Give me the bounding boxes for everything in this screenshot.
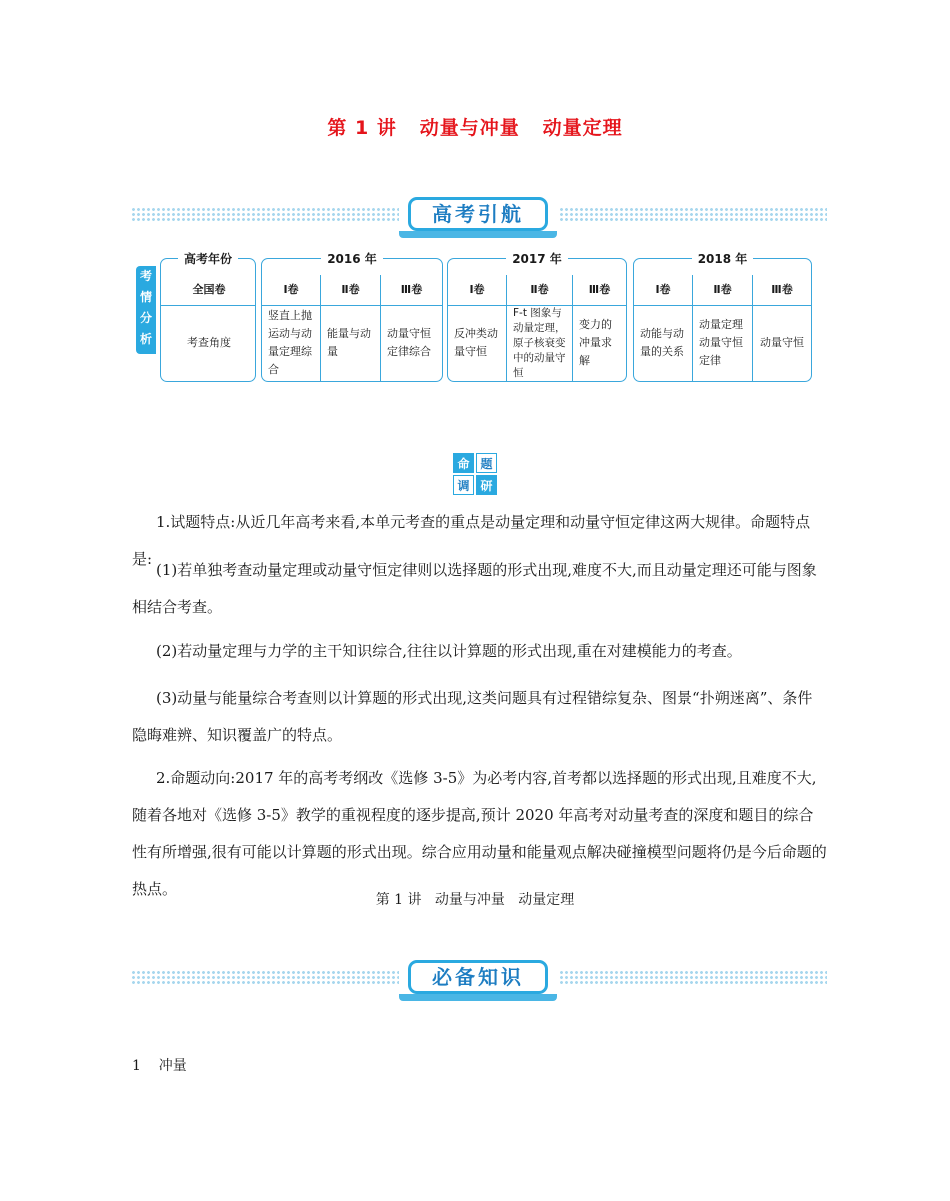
title-part3: 动量定理	[542, 117, 623, 139]
year-title: 2018 年	[692, 252, 754, 266]
exam-angle-cell: F-t 图象与动量定理，原子核衰变中的动量守恒	[506, 305, 572, 381]
paper-label: Ⅱ卷	[692, 275, 752, 305]
section-number: 1	[132, 1058, 141, 1074]
exam-angle-cell: 动量守恒	[752, 305, 811, 381]
paragraph-point-3: (3)动量与能量综合考查则以计算题的形式出现,这类问题具有过程错综复杂、图景“扑朔迷离”、条件隐晦难辨、知识覆盖广的特点。	[132, 689, 813, 744]
guide-banner	[131, 197, 827, 241]
paper-label: Ⅰ卷	[469, 283, 485, 296]
year-box-2018	[633, 252, 812, 382]
national-paper-label: 全国卷	[192, 283, 226, 296]
dotted-divider-right	[559, 207, 827, 221]
exam-analysis-side-label	[136, 266, 156, 354]
subtitle-part2: 动量与冲量	[434, 892, 505, 908]
dotted-divider-right	[559, 970, 827, 984]
side-char: 析	[139, 332, 152, 346]
side-char: 分	[139, 311, 152, 325]
icon-char: 题	[476, 453, 497, 473]
proposition-research-icon	[453, 453, 497, 495]
knowledge-banner-label: 必备知识	[408, 960, 548, 994]
lecture-title	[0, 113, 950, 140]
paper-label: Ⅰ卷	[283, 283, 299, 296]
paragraph-trend: 2.命题动向:2017 年的高考考纲改《选修 3-5》为必考内容,首考都以选择题的形式出现,且难度不大,随着各地对《选修 3-5》教学的重视程度的逐步提高,预计 2020 年高考对动量考查的深度和题目的综合性有所增强,很有可能以计算题的形式出现。综合应用动量和能量观点解决碰撞模型问题将仍是今后命题的热点。	[132, 769, 827, 898]
paper-label: Ⅰ卷	[655, 283, 671, 296]
paragraph-point-1: (1)若单独考查动量定理或动量守恒定律则以选择题的形式出现,难度不大,而且动量定理还可能与图象相结合考查。	[132, 561, 817, 616]
section-heading	[132, 1055, 187, 1075]
dotted-divider-left	[131, 207, 399, 221]
paper-label: Ⅲ卷	[572, 275, 626, 305]
subtitle-part3: 动量定理	[518, 892, 575, 908]
title-part1: 第 1 讲	[327, 117, 397, 139]
exam-angle-cell: 动量定理动量守恒定律	[692, 305, 752, 381]
paragraph-point-2: (2)若动量定理与力学的主干知识综合,往往以计算题的形式出现,重在对建模能力的考查。	[156, 642, 742, 660]
exam-angle-cell: 能量与动量	[320, 305, 380, 381]
year-label-box	[160, 252, 256, 382]
exam-analysis-table	[136, 250, 816, 386]
title-part2: 动量与冲量	[419, 117, 520, 139]
exam-angle-cell: 反冲类动量守恒	[454, 327, 498, 358]
paper-label: Ⅲ卷	[380, 275, 442, 305]
exam-angle-cell: 竖直上抛运动与动量定理综合	[268, 309, 312, 376]
year-box-2017	[447, 252, 627, 382]
exam-angle-cell: 动能与动量的关系	[640, 327, 684, 358]
icon-char: 调	[453, 475, 474, 495]
section-label: 冲量	[158, 1058, 187, 1074]
year-title: 2017 年	[506, 252, 568, 266]
icon-char: 命	[453, 453, 474, 473]
subtitle-part1: 第 1 讲	[375, 892, 422, 908]
paper-label: Ⅱ卷	[506, 275, 572, 305]
side-char: 情	[139, 290, 152, 304]
side-char: 考	[139, 269, 152, 283]
guide-banner-label: 高考引航	[408, 197, 548, 231]
icon-char: 研	[476, 475, 497, 495]
exam-angle-cell: 变力的冲量求解	[572, 305, 626, 381]
lecture-subtitle	[0, 889, 950, 909]
exam-angle-label: 考查角度	[187, 336, 231, 349]
paper-label: Ⅲ卷	[752, 275, 811, 305]
knowledge-banner	[131, 960, 827, 1004]
paragraph-features: 1.试题特点:从近几年高考来看,本单元考查的重点是动量定理和动量守恒定律这两大规律。命题特点是:	[132, 513, 811, 568]
year-box-2016	[261, 252, 443, 382]
dotted-divider-left	[131, 970, 399, 984]
year-header: 高考年份	[178, 252, 238, 266]
year-title: 2016 年	[321, 252, 383, 266]
exam-angle-cell: 动量守恒定律综合	[380, 305, 442, 381]
paper-label: Ⅱ卷	[320, 275, 380, 305]
